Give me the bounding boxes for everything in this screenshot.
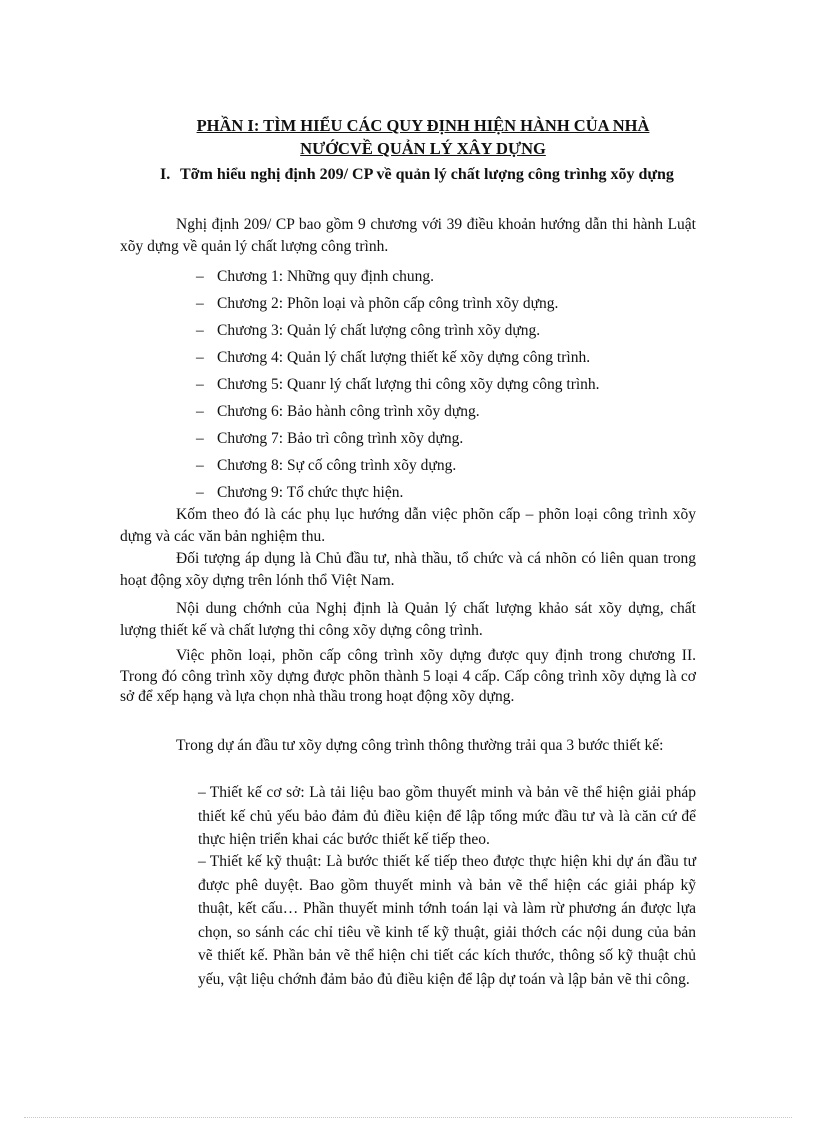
paragraph-block (120, 504, 696, 548)
section-heading-text: Tỡm hiểu nghị định 209/ CP về quản lý chất lượng công trìnhg xõy dựng (180, 166, 674, 183)
dash-bullet: – (196, 484, 204, 501)
paragraph-block (120, 598, 696, 642)
paragraph-block (120, 735, 696, 757)
page-title (120, 114, 726, 160)
dash-bullet: – (196, 376, 204, 393)
title-line-1: PHẦN I: TÌM HIỂU CÁC QUY ĐỊNH HIỆN HÀNH CỦA NHÀ (196, 116, 650, 135)
chapter-text: Chương 5: Quanr lý chất lượng thi công xõy dựng công trình. (217, 376, 600, 393)
section-heading (160, 164, 696, 186)
intro-block (120, 214, 696, 258)
chapter-list (196, 263, 600, 506)
list-item (196, 452, 600, 479)
list-item (196, 479, 600, 506)
title-line-2: NƯỚCVỀ QUẢN LÝ XÂY DỰNG (300, 139, 546, 158)
dash-bullet: – (198, 784, 206, 801)
chapter-text: Chương 8: Sự cố công trình xõy dựng. (217, 457, 457, 474)
page-bottom-divider (24, 1117, 792, 1118)
list-item (196, 398, 600, 425)
list-item (196, 344, 600, 371)
dash-bullet: – (196, 457, 204, 474)
body-paragraph: Việc phõn loại, phõn cấp công trình xõy dựng được quy định trong chương II. Trong đó công trình xõy dựng được phõn thành 5 loại 4 cấp. Cấp công trình xõy dựng là cơ sở để xếp hạng và lựa chọn nhà thầu trong hoạt động xõy dựng. (120, 647, 696, 705)
list-item (196, 290, 600, 317)
body-paragraph: Nội dung chớnh của Nghị định là Quản lý chất lượng khảo sát xõy dựng, chất lượng thiết kế và chất lượng thi công xõy dựng công trình. (120, 600, 696, 639)
dash-bullet: – (196, 295, 204, 312)
body-paragraph: Đối tượng áp dụng là Chủ đầu tư, nhà thầu, tổ chức và cá nhõn có liên quan trong hoạt động xõy dựng trên lónh thổ Việt Nam. (120, 550, 696, 589)
chapter-text: Chương 6: Bảo hành công trình xõy dựng. (217, 403, 480, 420)
dash-bullet: – (196, 403, 204, 420)
dash-bullet: – (196, 268, 204, 285)
design-step-text: Thiết kế cơ sở: Là tải liệu bao gồm thuyết minh và bản vẽ thể hiện giải pháp thiết kế chủ yếu bảo đảm đủ điều kiện để lập tổng mức đầu tư và là căn cứ để thực hiện triển khai các bước thiết kế tiếp theo. (198, 784, 696, 848)
intro-paragraph: Nghị định 209/ CP bao gồm 9 chương với 39 điều khoản hướng dẫn thi hành Luật xõy dựng về quản lý chất lượng công trình. (120, 216, 696, 255)
dash-bullet: – (196, 322, 204, 339)
body-paragraph: Kốm theo đó là các phụ lục hướng dẫn việc phõn cấp – phõn loại công trình xõy dựng và các văn bản nghiệm thu. (120, 506, 696, 545)
list-item (196, 263, 600, 290)
paragraph-block (120, 548, 696, 592)
design-step-item (198, 781, 696, 852)
chapter-text: Chương 2: Phõn loại và phõn cấp công trình xõy dựng. (217, 295, 559, 312)
section-number: I. (160, 166, 171, 183)
list-item (196, 371, 600, 398)
chapter-text: Chương 4: Quản lý chất lượng thiết kế xõy dựng công trình. (217, 349, 591, 366)
dash-bullet: – (198, 853, 206, 870)
chapter-text: Chương 9: Tổ chức thực hiện. (217, 484, 404, 501)
design-step-text: Thiết kế kỹ thuật: Là bước thiết kế tiếp theo được thực hiện khi dự án đầu tư được phê duyệt. Bao gồm thuyết minh và bản vẽ thể hiện các giải pháp kỹ thuật, kết cấu… Phần thuyết minh tớnh toán lại và làm rừ phương án được lựa chọn, so sánh các chỉ tiêu về kinh tế kỹ thuật, giải thớch các nội dung của bản vẽ thiết kế. Phần bản vẽ thể hiện chi tiết các kích thước, thông số kỹ thuật chủ yếu, vật liệu chớnh đảm bảo đủ điều kiện để lập dự toán và lập bản vẽ thi công. (198, 853, 696, 988)
body-paragraph: Trong dự án đầu tư xõy dựng công trình thông thường trải qua 3 bước thiết kế: (176, 737, 664, 754)
chapter-text: Chương 1: Những quy định chung. (217, 268, 435, 285)
paragraph-block (120, 646, 696, 708)
dash-bullet: – (196, 430, 204, 447)
list-item (196, 317, 600, 344)
chapter-text: Chương 3: Quản lý chất lượng công trình xõy dựng. (217, 322, 541, 339)
list-item (196, 425, 600, 452)
dash-bullet: – (196, 349, 204, 366)
design-step-item (198, 850, 696, 991)
chapter-text: Chương 7: Bảo trì công trình xõy dựng. (217, 430, 464, 447)
